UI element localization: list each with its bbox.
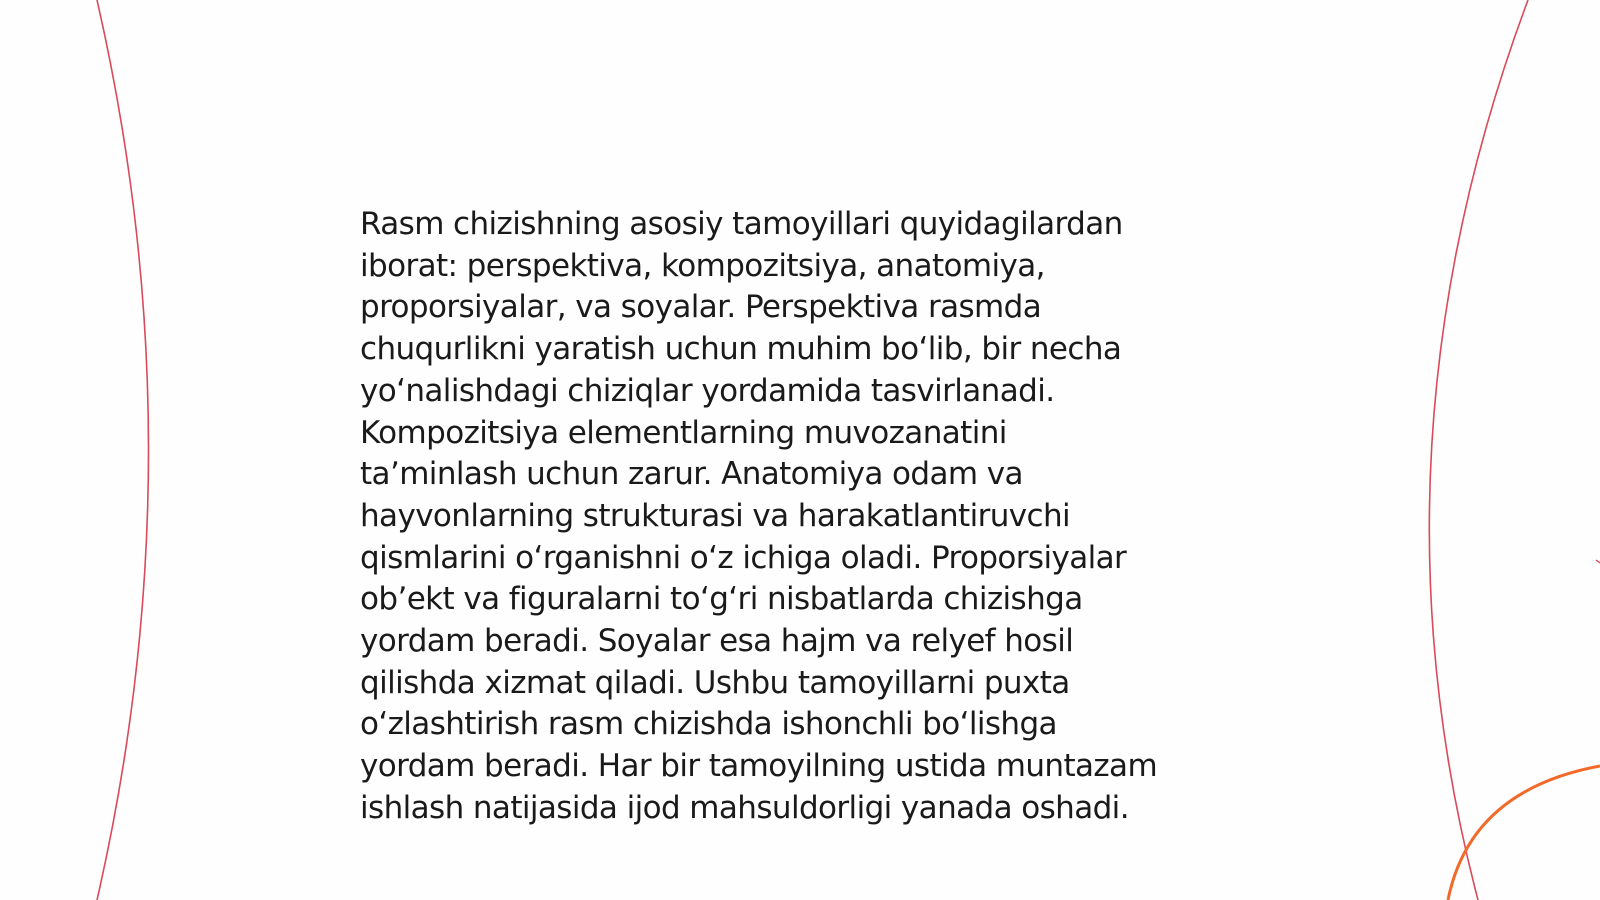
body-paragraph: Rasm chizishning asosiy tamoyillari quyidagilardan iborat: perspektiva, kompozitsiya, anatomiya, proporsiyalar, va soyalar. Perspektiva rasmda chuqurlikni yaratish uchun muhim bo‘lib, bir necha yo‘nalishdagi chiziqlar yordamida tasvirlanadi. Kompozitsiya elementlarning muvozanatini ta’minlash uchun zarur. Anatomiya odam va hayvonlarning strukturasi va harakatlantiruvchi qismlarini o‘rganishni o‘z ichiga oladi. Proporsiyalar ob’ekt va figuralarni to‘g‘ri nisbatlarda chizishga yordam beradi. Soyalar esa hajm va relyef hosil qilishda xizmat qiladi. Ushbu tamoyillarni puxta o‘zlashtirish rasm chizishda ishonchli bo‘lishga yordam beradi. Har bir tamoyilning ustida muntazam ishlash natijasida ijod mahsuldorligi yanada oshadi. [360,206,1158,826]
small-mark [1596,560,1600,563]
right-curve [1429,0,1528,900]
orange-arc [1448,766,1600,900]
left-curve [97,0,149,900]
